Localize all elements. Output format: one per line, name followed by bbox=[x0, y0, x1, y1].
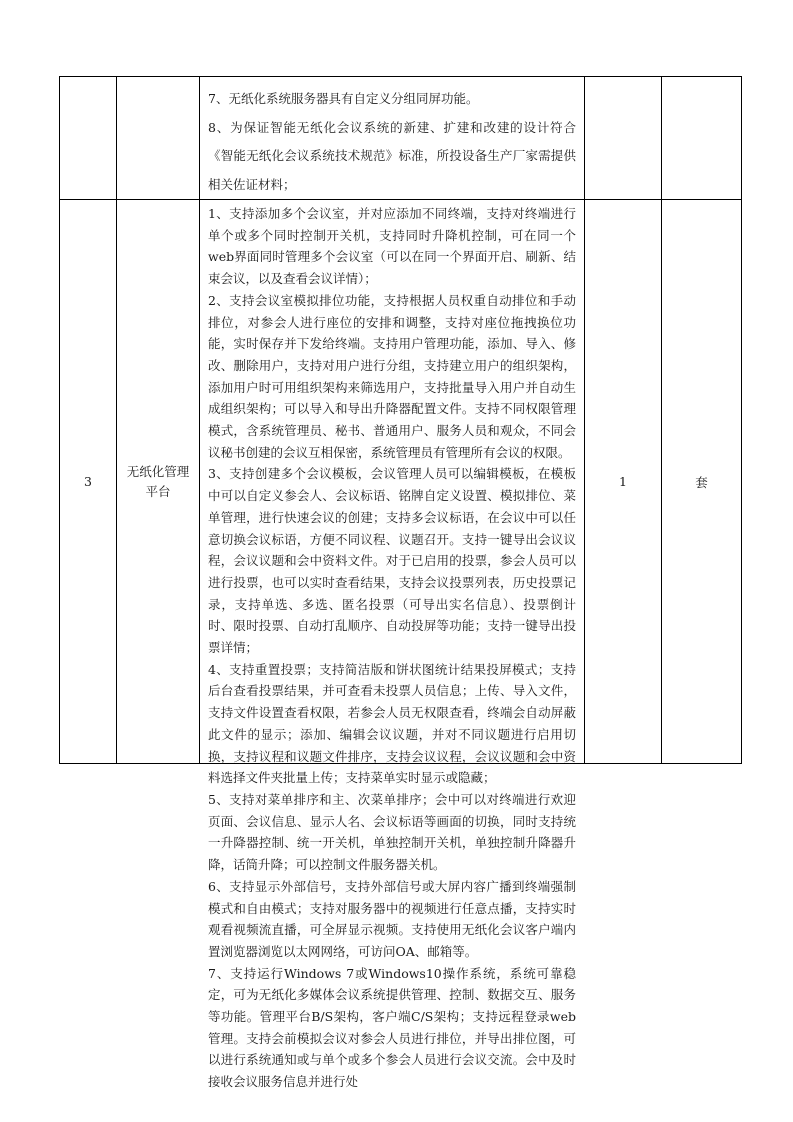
name-cell bbox=[117, 77, 200, 200]
spec-paragraph: 7、无纸化系统服务器具有自定义分组同屏功能。 bbox=[208, 91, 479, 106]
spec-paragraph: 2、支持会议室模拟排位功能，支持根据人员权重自动排位和手动排位，对参会人进行座位的安排和调整，支持对座位拖拽换位功能，实时保存并下发给终端。支持用户管理功能，添加、导入、修改、删除用户，支持对用户进行分组，支持建立用户的组织架构，添加用户时可用组织架构来筛选用户，支持批量导入用户并自动生成组织架构；可以导入和导出升降器配置文件。支持不同权限管理模式，含系统管理员、秘书、普通用户、服务人员和观众，不同会议秘书创建的会议互相保密，系统管理员有管理所有会议的权限。 bbox=[208, 292, 576, 460]
index-cell bbox=[60, 77, 117, 200]
name-cell bbox=[117, 200, 200, 764]
quantity-cell: 1 bbox=[585, 200, 662, 764]
table-row bbox=[60, 77, 742, 200]
spec-paragraph: 4、支持重置投票；支持简洁版和饼状图统计结果投屏模式；支持后台查看投票结果，并可查看未投票人员信息；上传、导入文件，支持文件设置查看权限，若参会人员无权限查看，终端会自动屏蔽此文件的显示；添加、编辑会议议题，并对不同议题进行启用切换，支持议程和议题文件排序，支持会议议程，会议议题和会中资料选择文件夹批量上传；支持菜单实时显示或隐藏； bbox=[208, 661, 576, 786]
description-cell bbox=[200, 200, 585, 1090]
spec-paragraph: 7、支持运行Windows 7或Windows10操作系统，系统可靠稳定，可为无纸化多媒体会议系统提供管理、控制、数据交互、服务等功能。管理平台B/S架构，客户端C/S架构；支持远程登录web管理。支持会前模拟会议对参会人员进行排位，并导出排位图，可以进行系统通知或与单个或多个参会人员进行会议交流。会中及时接收会议服务信息并进行处 bbox=[208, 965, 576, 1090]
quantity-cell bbox=[585, 77, 662, 200]
item-name: 无纸化管理平台 bbox=[126, 463, 190, 499]
spec-paragraph: 1、支持添加多个会议室，并对应添加不同终端，支持对终端进行单个或多个同时控制开关机，支持同时升降机控制，可在同一个web界面同时管理多个会议室（可以在同一个界面开启、刷新、结束会议，以及查看会议详情）； bbox=[208, 206, 576, 287]
unit-cell bbox=[662, 77, 742, 200]
spec-paragraph: 5、支持对菜单排序和主、次菜单排序；会中可以对终端进行欢迎页面、会议信息、显示人名、会议标语等画面的切换，同时支持统一升降器控制、统一开关机，单独控制开关机，单独控制升降器升降，话筒升降；可以控制文件服务器关机。 bbox=[208, 791, 576, 873]
spec-paragraph: 3、支持创建多个会议模板，会议管理人员可以编辑模板，在模板中可以自定义参会人、会议标语、铭牌自定义设置、模拟排位、菜单管理，进行快速会议的创建；支持多会议标语，在会议中可以任意切换会议标语，方便不同议程、议题召开。支持一键导出会议议程，会议议题和会中资料文件。对于已启用的投票，参会人员可以进行投票，也可以实时查看结果，支持会议投票列表，历史投票记录，支持单选、多选、匿名投票（可导出实名信息）、投票倒计时、限时投票、自动打乱顺序、自动投屏等功能；支持一键导出投票详情； bbox=[208, 466, 576, 656]
index-cell: 3 bbox=[60, 200, 117, 764]
spec-paragraph: 6、支持显示外部信号，支持外部信号或大屏内容广播到终端强制模式和自由模式；支持对服务器中的视频进行任意点播，支持实时观看视频流直播，可全屏显示视频。支持使用无纸化会议客户端内置浏览器浏览以太网网络，可访问OA、邮箱等。 bbox=[208, 878, 576, 959]
spec-table bbox=[59, 76, 742, 1090]
unit-cell: 套 bbox=[662, 200, 742, 764]
description-cell bbox=[200, 77, 585, 200]
table-row bbox=[60, 200, 742, 764]
spec-paragraph: 8、为保证智能无纸化会议系统的新建、扩建和改建的设计符合《智能无纸化会议系统技术规范》标准，所投设备生产厂家需提供相关佐证材料； bbox=[208, 119, 576, 192]
